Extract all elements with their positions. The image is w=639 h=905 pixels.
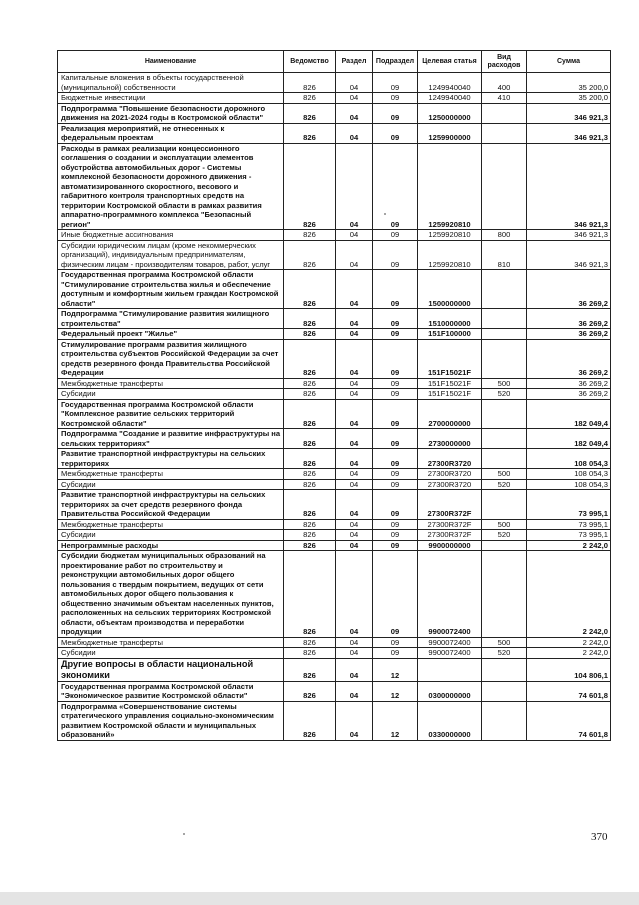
table-row [58,449,611,469]
cell-target: 1259920810 [418,240,482,270]
cell-subsection: 09 [373,378,418,389]
cell-target: 1500000000 [418,270,482,309]
cell-department: 826 [284,637,336,648]
cell-section: 04 [336,329,373,340]
cell-subsection: 09 [373,637,418,648]
cell-section: 04 [336,399,373,429]
cell-department: 826 [284,681,336,701]
cell-expense-type [482,339,527,378]
table-row [58,123,611,143]
cell-target: 1259920810 [418,230,482,241]
cell-subsection: 09 [373,73,418,93]
table-row [58,389,611,400]
cell-department: 826 [284,143,336,230]
cell-subsection: 09 [373,469,418,480]
cell-subsection: 09 [373,389,418,400]
cell-section: 04 [336,378,373,389]
header-subsection: Подраздел [373,51,418,73]
cell-expense-type: 520 [482,479,527,490]
cell-expense-type [482,701,527,740]
cell-expense-type [482,540,527,551]
cell-subsection: 09 [373,143,418,230]
cell-section: 04 [336,469,373,480]
cell-department: 826 [284,701,336,740]
cell-expense-type: 500 [482,378,527,389]
cell-target: 1259920810 [418,143,482,230]
cell-expense-type: 810 [482,240,527,270]
cell-section: 04 [336,551,373,638]
cell-amount: 36 269,2 [527,378,611,389]
cell-department: 826 [284,230,336,241]
table-row [58,658,611,681]
cell-section: 04 [336,309,373,329]
cell-department: 826 [284,658,336,681]
table-row [58,240,611,270]
cell-name: Субсидии бюджетам муниципальных образований на проектирование работ по строительству и реконструкции автомобильных дорог общего пользования с твердым покрытием, ведущих от сети автомобильных дорог общего пользования к общественно значимым объектам населенных пунктов, расположенных на сельских территориях Костромской области, объектам производства и переработки продукции [58,551,284,638]
cell-section: 04 [336,637,373,648]
cell-target: 27300R3720 [418,479,482,490]
cell-amount: 108 054,3 [527,469,611,480]
cell-target: 9900072400 [418,637,482,648]
cell-target: 9900072400 [418,648,482,659]
cell-department: 826 [284,490,336,520]
cell-amount: 346 921,3 [527,143,611,230]
cell-department: 826 [284,429,336,449]
cell-name: Подпрограмма «Совершенствование системы стратегического управления социально-экономическим развитием Костромской области и муниципальных образований» [58,701,284,740]
table-row [58,309,611,329]
cell-name: Иные бюджетные ассигнования [58,230,284,241]
table-row [58,701,611,740]
cell-expense-type [482,449,527,469]
cell-subsection: 09 [373,240,418,270]
cell-name: Развитие транспортной инфраструктуры на сельских территориях [58,449,284,469]
cell-subsection: 09 [373,270,418,309]
header-name: Наименование [58,51,284,73]
table-row [58,73,611,93]
table-header-row [58,51,611,73]
header-amount: Сумма [527,51,611,73]
header-department: Ведомство [284,51,336,73]
cell-amount: 346 921,3 [527,123,611,143]
cell-amount: 108 054,3 [527,449,611,469]
cell-section: 04 [336,339,373,378]
cell-subsection: 12 [373,701,418,740]
cell-expense-type [482,399,527,429]
cell-amount: 182 049,4 [527,429,611,449]
cell-expense-type [482,103,527,123]
table-row [58,540,611,551]
cell-subsection: 09 [373,429,418,449]
cell-expense-type: 500 [482,519,527,530]
cell-name: Стимулирование программ развития жилищного строительства субъектов Российской Федерации за счет средств резервного фонда Правительства Российской Федерации [58,339,284,378]
cell-subsection: 09 [373,93,418,104]
cell-amount: 35 200,0 [527,73,611,93]
cell-expense-type: 400 [482,73,527,93]
header-section: Раздел [336,51,373,73]
cell-name: Расходы в рамках реализации концессионного соглашения о создании и эксплуатации элементов обустройства автомобильных дорог - Системы комплексной безопасности дорожного движения - автоматизированного скоростного, весового и габаритного контроля транспортных средств на территории Костромской области в рамках развития аппаратно-программного комплекса "Безопасный регион" [58,143,284,230]
cell-section: 04 [336,540,373,551]
scan-speck [384,213,386,215]
cell-expense-type: 500 [482,469,527,480]
cell-name: Непрограммные расходы [58,540,284,551]
cell-subsection: 09 [373,490,418,520]
cell-subsection: 09 [373,530,418,541]
cell-name: Государственная программа Костромской области "Стимулирование строительства жилья и обеспечение доступным и комфортным жильем граждан Костромской области" [58,270,284,309]
cell-section: 04 [336,658,373,681]
cell-subsection: 09 [373,103,418,123]
cell-section: 04 [336,103,373,123]
cell-amount: 2 242,0 [527,540,611,551]
table-row [58,103,611,123]
cell-amount: 73 995,1 [527,490,611,520]
table-row [58,648,611,659]
cell-target: 0300000000 [418,681,482,701]
cell-subsection: 09 [373,339,418,378]
cell-section: 04 [336,519,373,530]
cell-target: 27300R372F [418,519,482,530]
cell-amount: 346 921,3 [527,240,611,270]
cell-department: 826 [284,329,336,340]
cell-name: Межбюджетные трансферты [58,378,284,389]
cell-amount: 74 601,8 [527,681,611,701]
table-row [58,270,611,309]
cell-department: 826 [284,339,336,378]
cell-name: Субсидии [58,479,284,490]
cell-target: 2700000000 [418,399,482,429]
budget-table [57,50,611,741]
table-row [58,429,611,449]
cell-name: Развитие транспортной инфраструктуры на сельских территориях за счет средств резервного фонда Правительства Российской Федерации [58,490,284,520]
cell-section: 04 [336,701,373,740]
cell-target: 1250000000 [418,103,482,123]
cell-name: Федеральный проект "Жилье" [58,329,284,340]
cell-name: Подпрограмма "Создание и развитие инфраструктуры на сельских территориях" [58,429,284,449]
cell-subsection: 09 [373,648,418,659]
cell-subsection: 09 [373,329,418,340]
table-row [58,93,611,104]
cell-department: 826 [284,399,336,429]
cell-amount: 73 995,1 [527,519,611,530]
cell-target: 27300R3720 [418,449,482,469]
cell-expense-type [482,329,527,340]
cell-expense-type [482,143,527,230]
cell-amount: 108 054,3 [527,479,611,490]
cell-expense-type [482,658,527,681]
cell-department: 826 [284,540,336,551]
table-row [58,530,611,541]
cell-target: 1249940040 [418,73,482,93]
cell-target: 9900072400 [418,551,482,638]
cell-subsection: 09 [373,479,418,490]
cell-amount: 36 269,2 [527,339,611,378]
table-row [58,469,611,480]
cell-department: 826 [284,73,336,93]
cell-target: 27300R372F [418,530,482,541]
cell-subsection: 09 [373,123,418,143]
table-row [58,143,611,230]
cell-amount: 346 921,3 [527,103,611,123]
cell-subsection: 09 [373,540,418,551]
cell-target: 27300R372F [418,490,482,520]
cell-subsection: 09 [373,399,418,429]
cell-department: 826 [284,479,336,490]
cell-expense-type: 500 [482,637,527,648]
cell-expense-type: 410 [482,93,527,104]
cell-amount: 74 601,8 [527,701,611,740]
table-row [58,329,611,340]
cell-target: 0330000000 [418,701,482,740]
cell-department: 826 [284,309,336,329]
cell-section: 04 [336,93,373,104]
cell-expense-type [482,429,527,449]
cell-section: 04 [336,449,373,469]
cell-expense-type: 520 [482,530,527,541]
cell-target [418,658,482,681]
cell-amount: 36 269,2 [527,329,611,340]
cell-section: 04 [336,490,373,520]
cell-subsection: 09 [373,449,418,469]
table-row [58,479,611,490]
cell-name: Бюджетные инвестиции [58,93,284,104]
cell-subsection: 09 [373,309,418,329]
cell-amount: 36 269,2 [527,309,611,329]
cell-name: Субсидии [58,389,284,400]
cell-name: Подпрограмма "Стимулирование развития жилищного строительства" [58,309,284,329]
cell-target: 1249940040 [418,93,482,104]
cell-department: 826 [284,270,336,309]
cell-target: 1259900000 [418,123,482,143]
cell-name: Реализация мероприятий, не отнесенных к федеральным проектам [58,123,284,143]
cell-name: Капитальные вложения в объекты государственной (муниципальной) собственности [58,73,284,93]
cell-department: 826 [284,240,336,270]
cell-section: 04 [336,389,373,400]
scan-bottom-edge [0,892,639,905]
cell-section: 04 [336,143,373,230]
header-expense-type: Вид расходов [482,51,527,73]
cell-expense-type [482,551,527,638]
cell-department: 826 [284,648,336,659]
cell-expense-type [482,309,527,329]
cell-department: 826 [284,449,336,469]
cell-expense-type [482,681,527,701]
cell-section: 04 [336,73,373,93]
cell-expense-type: 520 [482,389,527,400]
cell-department: 826 [284,551,336,638]
cell-department: 826 [284,469,336,480]
cell-expense-type [482,123,527,143]
table-row [58,551,611,638]
cell-department: 826 [284,389,336,400]
cell-name: Субсидии [58,530,284,541]
cell-name: Межбюджетные трансферты [58,637,284,648]
cell-department: 826 [284,103,336,123]
cell-amount: 35 200,0 [527,93,611,104]
cell-subsection: 12 [373,681,418,701]
cell-expense-type [482,490,527,520]
cell-expense-type: 800 [482,230,527,241]
cell-department: 826 [284,93,336,104]
cell-target: 151F100000 [418,329,482,340]
header-target: Целевая статья [418,51,482,73]
cell-expense-type: 520 [482,648,527,659]
table-row [58,681,611,701]
cell-amount: 2 242,0 [527,551,611,638]
cell-amount: 36 269,2 [527,270,611,309]
table-row [58,637,611,648]
cell-section: 04 [336,479,373,490]
cell-amount: 182 049,4 [527,399,611,429]
cell-department: 826 [284,519,336,530]
cell-section: 04 [336,648,373,659]
page-number: 370 [591,831,608,843]
cell-target: 151F15021F [418,339,482,378]
cell-department: 826 [284,123,336,143]
cell-amount: 2 242,0 [527,648,611,659]
cell-amount: 104 806,1 [527,658,611,681]
table-row [58,399,611,429]
cell-amount: 346 921,3 [527,230,611,241]
cell-target: 151F15021F [418,389,482,400]
cell-department: 826 [284,378,336,389]
cell-subsection: 09 [373,230,418,241]
cell-amount: 73 995,1 [527,530,611,541]
cell-section: 04 [336,270,373,309]
table-body [58,73,611,741]
cell-name: Межбюджетные трансферты [58,519,284,530]
cell-section: 04 [336,429,373,449]
table-row [58,339,611,378]
cell-target: 1510000000 [418,309,482,329]
cell-subsection: 09 [373,519,418,530]
cell-department: 826 [284,530,336,541]
cell-section: 04 [336,230,373,241]
cell-name: Субсидии [58,648,284,659]
cell-target: 9900000000 [418,540,482,551]
cell-name: Субсидии юридическим лицам (кроме некоммерческих организаций), индивидуальным предпринимателям, физическим лицам - производителям товаров, работ, услуг [58,240,284,270]
cell-target: 151F15021F [418,378,482,389]
cell-subsection: 09 [373,551,418,638]
cell-section: 04 [336,530,373,541]
cell-name: Государственная программа Костромской области "Комплексное развитие сельских территорий Костромской области" [58,399,284,429]
cell-name: Государственная программа Костромской области "Экономическое развитие Костромской области" [58,681,284,701]
scan-speck [183,833,185,835]
cell-amount: 36 269,2 [527,389,611,400]
table-row [58,230,611,241]
cell-section: 04 [336,123,373,143]
table-row [58,490,611,520]
cell-name: Межбюджетные трансферты [58,469,284,480]
cell-name: Подпрограмма "Повышение безопасности дорожного движения на 2021-2024 годы в Костромской области" [58,103,284,123]
table-row [58,378,611,389]
cell-name: Другие вопросы в области национальной экономики [58,658,284,681]
cell-target: 27300R3720 [418,469,482,480]
cell-subsection: 12 [373,658,418,681]
cell-amount: 2 242,0 [527,637,611,648]
cell-section: 04 [336,240,373,270]
table-row [58,519,611,530]
cell-target: 2730000000 [418,429,482,449]
cell-section: 04 [336,681,373,701]
cell-expense-type [482,270,527,309]
